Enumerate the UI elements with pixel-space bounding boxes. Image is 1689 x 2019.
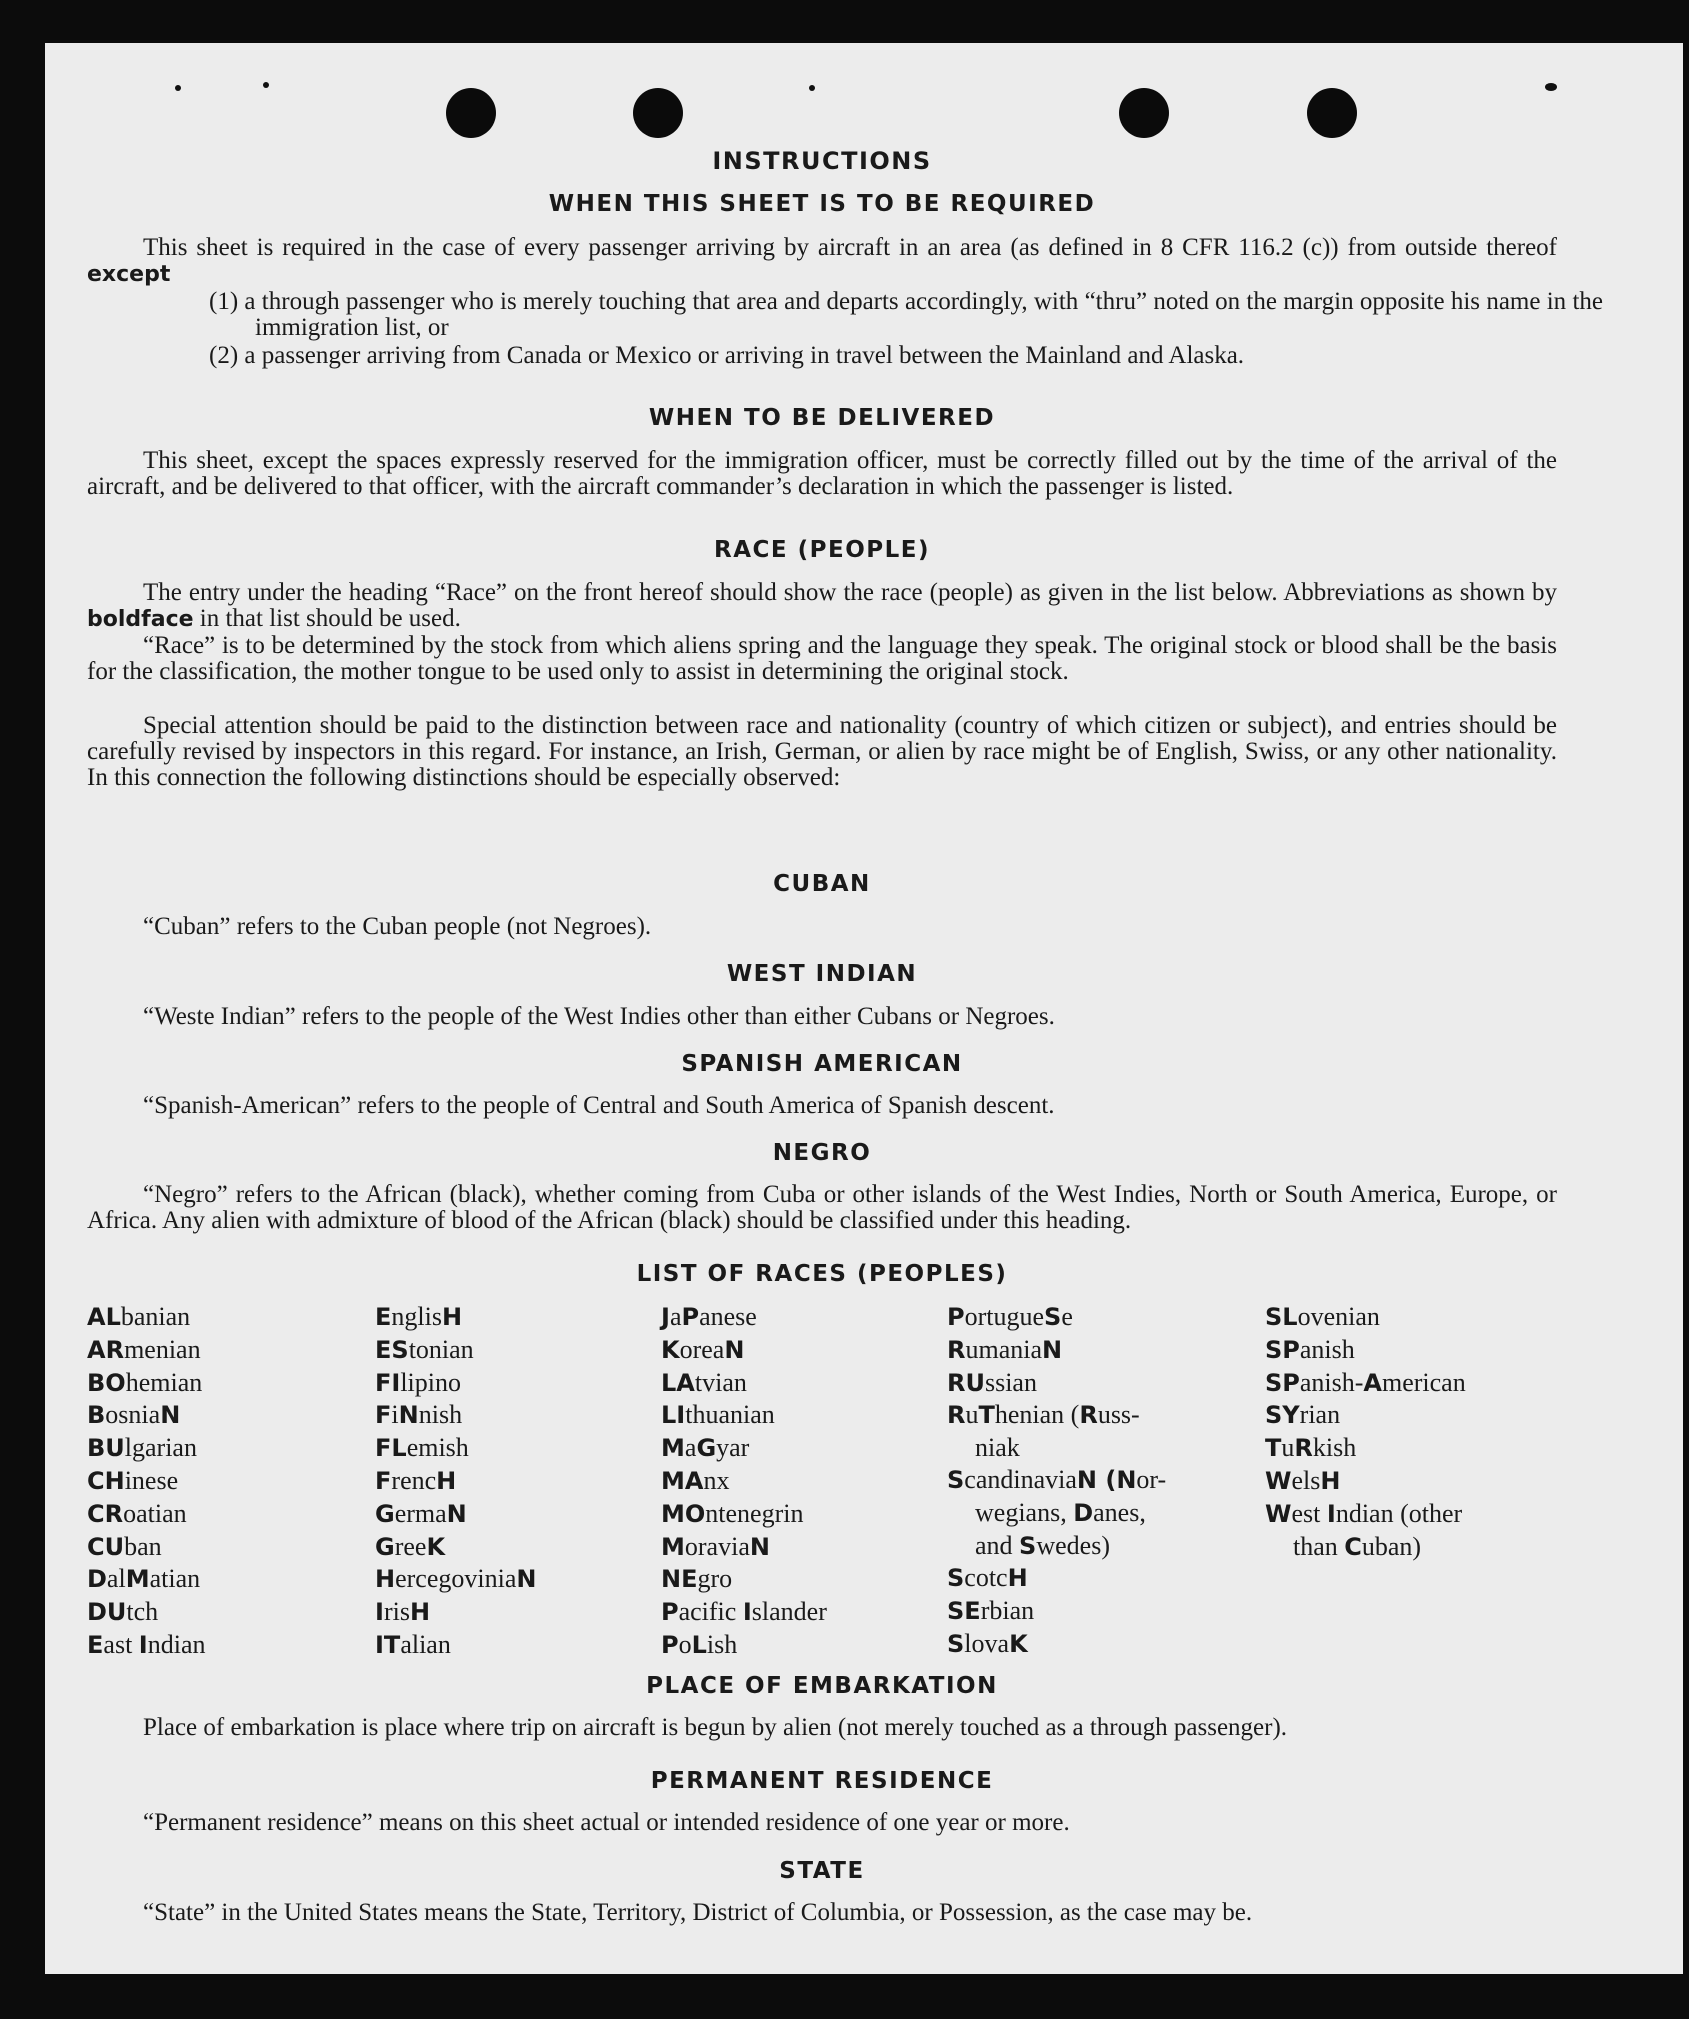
- race-entry: SErbian: [947, 1596, 1035, 1626]
- race-entry: PortugueSe: [947, 1302, 1073, 1331]
- race-entry: ARmenian: [87, 1334, 201, 1364]
- race-entry: FiNnish: [375, 1400, 463, 1430]
- race-paragraph-3: [87, 713, 1557, 791]
- race-entry: JaPanese: [661, 1302, 757, 1331]
- heading-race: RACE (PEOPLE): [714, 537, 930, 563]
- race-entry: ScotcH: [947, 1563, 1028, 1593]
- race-entry: wegians, Danes,: [975, 1497, 1146, 1527]
- race-entry: than Cuban): [1293, 1531, 1422, 1561]
- document-sheet: [45, 43, 1683, 1974]
- race-entry: BosniaN: [87, 1400, 181, 1430]
- race-entry: West Indian (other: [1265, 1498, 1463, 1528]
- heading-when-required: WHEN THIS SHEET IS TO BE REQUIRED: [548, 191, 1096, 217]
- race-entry: FIlipino: [375, 1367, 461, 1397]
- race-entry: ALbanian: [87, 1302, 191, 1331]
- residence-text: [87, 1810, 1557, 1836]
- race-entry: TuRkish: [1265, 1433, 1357, 1463]
- spanish-american-body: “Spanish-American” refers to the people of Central and South America of Spanish descent.: [143, 1092, 1055, 1119]
- race-entry: and Swedes): [975, 1530, 1110, 1560]
- heading-list-of-races: LIST OF RACES (PEOPLES): [636, 1261, 1008, 1287]
- race-paragraph-1: [87, 580, 1557, 633]
- race-entry: LIthuanian: [661, 1400, 775, 1430]
- race-entry: SPanish: [1265, 1334, 1355, 1364]
- when-required-intro-text: This sheet is required in the case of every passenger arriving by aircraft in an area (as defined in 8 CFR 116.2 (c)) from outside thereof: [143, 234, 1557, 261]
- race-entry: GermaN: [375, 1498, 467, 1528]
- race-entry: SlovaK: [947, 1628, 1028, 1658]
- race-entry: CUban: [87, 1531, 162, 1561]
- heading-embarkation: PLACE OF EMBARKATION: [646, 1673, 998, 1699]
- cuban-body: “Cuban” refers to the Cuban people (not Negroes).: [143, 913, 652, 940]
- race-entry: GreeK: [375, 1531, 446, 1561]
- heading-when-delivered: WHEN TO BE DELIVERED: [648, 405, 996, 431]
- race-entry: RUssian: [947, 1367, 1037, 1397]
- race-entry: EnglisH: [375, 1302, 463, 1331]
- race-entry: MAnx: [661, 1465, 730, 1495]
- west-indian-text: [87, 1004, 1557, 1030]
- west-indian-body: “Weste Indian” refers to the people of the West Indies other than either Cubans or Negroes.: [143, 1003, 1055, 1030]
- when-delivered-text: [87, 448, 1557, 500]
- speck: [175, 85, 181, 91]
- race-entry: BUlgarian: [87, 1433, 197, 1463]
- race-p2: “Race” is to be determined by the stock from which aliens spring and the language they speak. The original stock or blood shall be the basis for the classification, the mother tongue to be used only to assist in determining the original stock.: [87, 632, 1557, 685]
- race-entry: KoreaN: [661, 1334, 745, 1364]
- punch-hole-1: [446, 88, 496, 138]
- race-column-4: [947, 1301, 1166, 1661]
- heading-spanish-american: SPANISH AMERICAN: [681, 1051, 963, 1077]
- residence-body: “Permanent residence” means on this sheet actual or intended residence of one year or more.: [143, 1809, 1070, 1836]
- when-required-intro: [87, 235, 1557, 288]
- race-p1-b: in that list should be used.: [199, 605, 461, 632]
- race-entry: SYrian: [1265, 1400, 1341, 1430]
- document-title: INSTRUCTIONS: [712, 147, 932, 175]
- race-entry: SLovenian: [1265, 1302, 1380, 1331]
- race-column-5: [1265, 1301, 1466, 1563]
- race-entry: SPanish-American: [1265, 1367, 1466, 1397]
- race-entry: MaGyar: [661, 1433, 750, 1463]
- race-entry: RuThenian (Russ-: [947, 1400, 1140, 1430]
- race-p3: Special attention should be paid to the distinction between race and nationality (country of which citizen or subject), and entries should be carefully revised by inspectors in this regard. For instance, an Irish, German, or alien by race might be of English, Swiss, or any other nationality. In this connection the following distinctions should be especially observed:: [87, 712, 1557, 791]
- spanish-american-text: [87, 1093, 1557, 1119]
- race-entry: HercegoviniaN: [375, 1564, 537, 1594]
- race-p1-a: The entry under the heading “Race” on the front hereof should show the race (people) as given in the list below. Abbreviations as shown by: [143, 579, 1557, 606]
- race-column-3: [661, 1301, 827, 1662]
- race-entry: niak: [975, 1433, 1020, 1463]
- negro-body: “Negro” refers to the African (black), whether coming from Cuba or other islands of the West Indies, North or South America, Europe, or Africa. Any alien with admixture of blood of the African (black) should be classified under this heading.: [87, 1181, 1557, 1234]
- race-entry: NEgro: [661, 1564, 733, 1594]
- race-entry: RumaniaN: [947, 1334, 1063, 1364]
- heading-west-indian: WEST INDIAN: [726, 961, 918, 987]
- boldface-emphasis: boldface: [87, 607, 194, 632]
- heading-negro: NEGRO: [772, 1140, 872, 1166]
- race-entry: LAtvian: [661, 1367, 747, 1397]
- races-list: [87, 1301, 1557, 1659]
- race-entry: CHinese: [87, 1465, 179, 1495]
- race-entry: DUtch: [87, 1597, 159, 1627]
- except-emphasis: except: [87, 262, 171, 287]
- heading-state: STATE: [779, 1858, 865, 1884]
- race-entry: IrisH: [375, 1597, 431, 1627]
- race-entry: MOntenegrin: [661, 1498, 804, 1528]
- negro-text: [87, 1182, 1557, 1234]
- exception-item-2: (2) a passenger arriving from Canada or Mexico or arriving in travel between the Mainland and Alaska.: [209, 342, 1245, 369]
- exception-item-1: (1) a through passenger who is merely touching that area and departs accordingly, with “thru” noted on the margin opposite his name in the immigration list, or: [209, 288, 1603, 341]
- race-entry: FrencH: [375, 1465, 457, 1495]
- race-entry: PoLish: [661, 1629, 738, 1659]
- cuban-text: [87, 914, 1557, 940]
- race-entry: East Indian: [87, 1629, 206, 1659]
- punch-hole-4: [1307, 88, 1357, 138]
- embarkation-body: Place of embarkation is place where trip on aircraft is begun by alien (not merely touched as a through passenger).: [143, 1714, 1288, 1741]
- state-text: [87, 1900, 1557, 1926]
- race-entry: Pacific Islander: [661, 1597, 827, 1627]
- race-entry: BOhemian: [87, 1367, 203, 1397]
- race-entry: DalMatian: [87, 1564, 201, 1594]
- race-column-1: [87, 1301, 206, 1662]
- speck: [263, 82, 269, 88]
- race-entry: EStonian: [375, 1334, 474, 1364]
- heading-cuban: CUBAN: [773, 871, 871, 897]
- embarkation-text: [87, 1715, 1557, 1741]
- race-entry: MoraviaN: [661, 1531, 770, 1561]
- punch-hole-3: [1119, 88, 1169, 138]
- speck: [809, 85, 815, 91]
- race-entry: CRoatian: [87, 1498, 187, 1528]
- when-delivered-body: This sheet, except the spaces expressly reserved for the immigration officer, must be correctly filled out by the time of the arrival of the aircraft, and be delivered to that officer, with the aircraft commander’s declaration in which the passenger is listed.: [87, 447, 1557, 500]
- race-paragraph-2: [87, 633, 1557, 685]
- punch-hole-2: [633, 88, 683, 138]
- race-entry: ScandinaviaN (Nor-: [947, 1464, 1167, 1494]
- heading-permanent-residence: PERMANENT RESIDENCE: [650, 1768, 994, 1794]
- state-body: “State” in the United States means the State, Territory, District of Columbia, or Possession, as the case may be.: [143, 1899, 1253, 1926]
- race-entry: FLemish: [375, 1433, 469, 1463]
- speck: [1545, 83, 1557, 91]
- race-entry: ITalian: [375, 1629, 451, 1659]
- race-entry: WelsH: [1265, 1465, 1341, 1495]
- race-column-2: [375, 1301, 536, 1662]
